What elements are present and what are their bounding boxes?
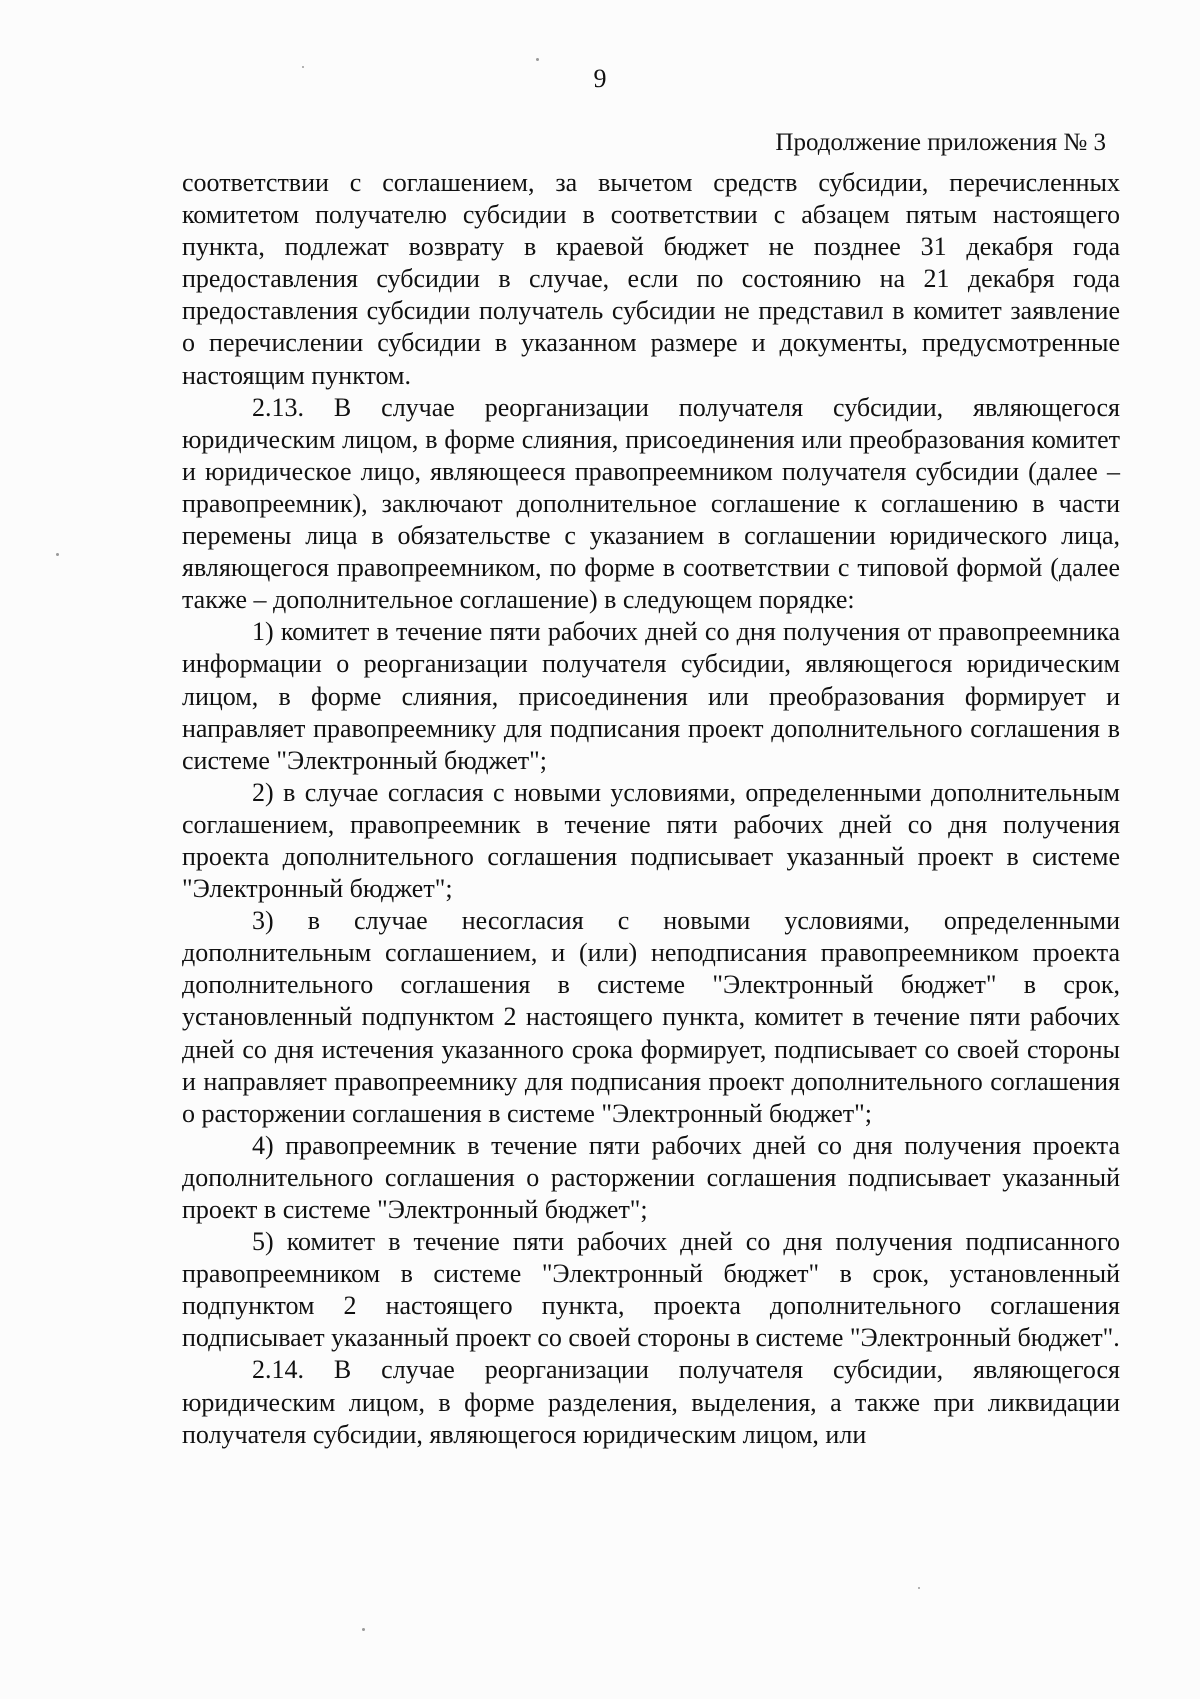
scan-speck [918, 1587, 920, 1589]
document-body [182, 167, 1120, 1451]
list-item-5: 5) комитет в течение пяти рабочих дней со дня получения подписанного правопреемником в системе "Электронный бюджет" в срок, установленный подпунктом 2 настоящего пункта, проекта дополнительного соглашения подписывает указанный проект со своей стороны в системе "Электронный бюджет". [182, 1227, 1120, 1353]
appendix-continuation-note: Продолжение приложения № 3 [775, 129, 1106, 156]
scan-speck [536, 58, 539, 61]
scan-speck [56, 553, 59, 556]
scan-speck [362, 1628, 365, 1631]
scan-speck [302, 66, 304, 68]
paragraph-2-14: 2.14. В случае реорганизации получателя субсидии, являющегося юридическим лицом, в форме разделения, выделения, а также при ликвидации получателя субсидии, являющегося юридическим лицом, или [182, 1355, 1120, 1449]
list-item-3: 3) в случае несогласия с новыми условиями, определенными дополнительным соглашением, и (или) неподписания правопреемником проекта дополнительного соглашения в системе "Электронный бюджет" в срок, установленный подпунктом 2 настоящего пункта, комитет в течение пяти рабочих дней со дня истечения указанного срока формирует, подписывает со своей стороны и направляет правопреемнику для подписания проект дополнительного соглашения о расторжении соглашения в системе "Электронный бюджет"; [182, 906, 1120, 1128]
list-item-2: 2) в случае согласия с новыми условиями, определенными дополнительным соглашением, правопреемник в течение пяти рабочих дней со дня получения проекта дополнительного соглашения подписывает указанный проект в системе "Электронный бюджет"; [182, 777, 1120, 904]
paragraph-2-13: 2.13. В случае реорганизации получателя субсидии, являющегося юридическим лицом, в форме слияния, присоединения или преобразования комитет и юридическое лицо, являющееся правопреемником получателя субсидии (далее – правопреемник), заключают дополнительное соглашение к соглашению в части перемены лица в обязательстве с указанием в соглашении юридического лица, являющегося правопреемником, по форме в соответствии с типовой формой (далее также – дополнительное соглашение) в следующем порядке: [182, 392, 1120, 615]
list-item-4: 4) правопреемник в течение пяти рабочих дней со дня получения проекта дополнительного соглашения о расторжении соглашения подписывает указанный проект в системе "Электронный бюджет"; [182, 1130, 1120, 1224]
list-item-1: 1) комитет в течение пяти рабочих дней со дня получения от правопреемника информации о реорганизации получателя субсидии, являющегося юридическим лицом, в форме слияния, присоединения или преобразования формирует и направляет правопреемнику для подписания проект дополнительного соглашения в системе "Электронный бюджет"; [182, 617, 1120, 775]
paragraph-continuation: соответствии с соглашением, за вычетом средств субсидии, перечисленных комитетом получателю субсидии в соответствии с абзацем пятым настоящего пункта, подлежат возврату в краевой бюджет не позднее 31 декабря года предоставления субсидии в случае, если по состоянию на 21 декабря года предоставления субсидии получатель субсидии не представил в комитет заявление о перечислении субсидии в указанном размере и документы, предусмотренные настоящим пунктом. [182, 168, 1120, 390]
page-number: 9 [593, 64, 607, 93]
